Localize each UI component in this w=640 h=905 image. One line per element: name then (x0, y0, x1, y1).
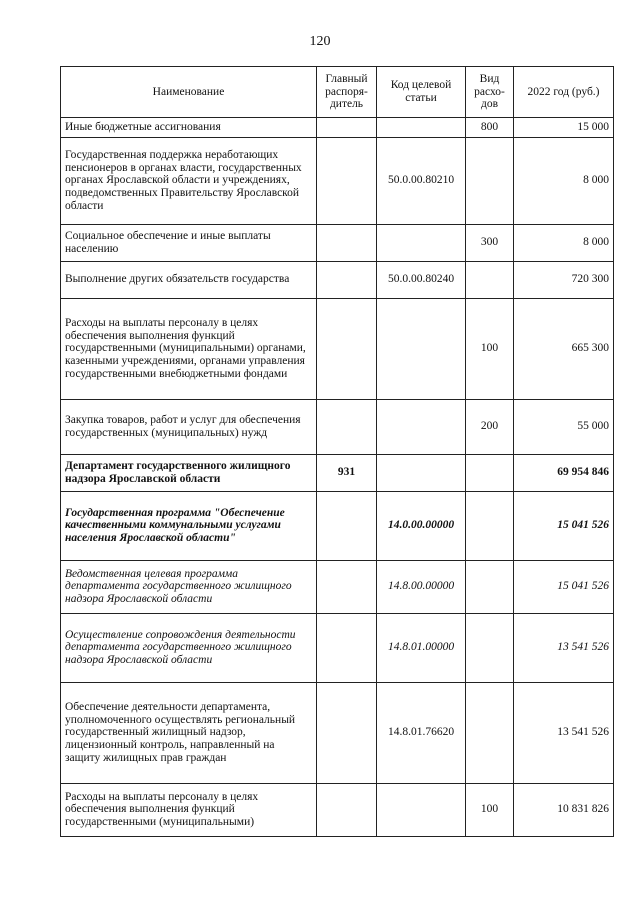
cell-vid (466, 454, 514, 491)
cell-glav (317, 560, 377, 613)
cell-kod: 14.0.00.00000 (377, 491, 466, 560)
cell-kod (377, 224, 466, 261)
table-row (61, 560, 614, 613)
header-sum: 2022 год (руб.) (514, 67, 614, 118)
cell-sum: 69 954 846 (514, 454, 614, 491)
header-name: Наименование (61, 67, 317, 118)
cell-kod: 50.0.00.80210 (377, 137, 466, 224)
cell-vid (466, 560, 514, 613)
cell-kod (377, 783, 466, 836)
cell-vid (466, 613, 514, 682)
table-row (61, 298, 614, 399)
cell-sum: 13 541 526 (514, 613, 614, 682)
table-row (61, 783, 614, 836)
cell-name: Департамент государственного жилищного надзора Ярославской области (61, 454, 317, 491)
cell-kod (377, 454, 466, 491)
cell-sum: 55 000 (514, 399, 614, 454)
cell-name: Социальное обеспечение и иные выплаты населению (61, 224, 317, 261)
cell-kod: 14.8.01.00000 (377, 613, 466, 682)
cell-vid: 100 (466, 783, 514, 836)
cell-glav (317, 491, 377, 560)
cell-vid (466, 682, 514, 783)
table-row (61, 682, 614, 783)
cell-name: Расходы на выплаты персоналу в целях обеспечения выполнения функций государственными (муниципальными) органами, казенными учреждениями, органами управления государственными внебюджетными фондами (61, 298, 317, 399)
table-row (61, 613, 614, 682)
cell-vid (466, 137, 514, 224)
cell-kod: 50.0.00.80240 (377, 261, 466, 298)
cell-name: Ведомственная целевая программа департамента государственного жилищного надзора Ярославской области (61, 560, 317, 613)
cell-sum: 15 041 526 (514, 491, 614, 560)
cell-kod (377, 399, 466, 454)
cell-kod (377, 118, 466, 138)
cell-name: Иные бюджетные ассигнования (61, 118, 317, 138)
table-row (61, 261, 614, 298)
cell-glav (317, 783, 377, 836)
cell-name: Расходы на выплаты персоналу в целях обеспечения выполнения функций государственными (муниципальными) (61, 783, 317, 836)
cell-vid (466, 261, 514, 298)
cell-glav (317, 682, 377, 783)
table-row (61, 454, 614, 491)
cell-glav (317, 399, 377, 454)
header-vid: Вид расхо-дов (466, 67, 514, 118)
cell-sum: 13 541 526 (514, 682, 614, 783)
cell-name: Выполнение других обязательств государства (61, 261, 317, 298)
cell-vid: 800 (466, 118, 514, 138)
cell-sum: 15 000 (514, 118, 614, 138)
cell-sum: 8 000 (514, 224, 614, 261)
page-number: 120 (309, 34, 331, 49)
table-row (61, 118, 614, 138)
cell-name: Обеспечение деятельности департамента, уполномоченного осуществлять региональный государственный жилищный надзор, лицензионный контроль, направленный на защиту жилищных прав граждан (61, 682, 317, 783)
cell-sum: 665 300 (514, 298, 614, 399)
cell-glav: 931 (317, 454, 377, 491)
table-row (61, 137, 614, 224)
cell-sum: 15 041 526 (514, 560, 614, 613)
cell-vid (466, 491, 514, 560)
cell-glav (317, 298, 377, 399)
table-row (61, 399, 614, 454)
table-header-row (61, 67, 614, 118)
cell-glav (317, 261, 377, 298)
cell-name: Закупка товаров, работ и услуг для обеспечения государственных (муниципальных) нужд (61, 399, 317, 454)
budget-table (60, 66, 614, 837)
header-glav: Главный распоря-дитель (317, 67, 377, 118)
cell-kod: 14.8.00.00000 (377, 560, 466, 613)
cell-glav (317, 137, 377, 224)
table-row (61, 224, 614, 261)
cell-name: Осуществление сопровождения деятельности департамента государственного жилищного надзора Ярославской области (61, 613, 317, 682)
cell-kod (377, 298, 466, 399)
cell-glav (317, 118, 377, 138)
cell-vid: 300 (466, 224, 514, 261)
header-kod: Код целевой статьи (377, 67, 466, 118)
cell-name: Государственная поддержка неработающих пенсионеров в органах власти, государственных органах Ярославской области и учреждениях, подведомственных Правительству Ярославской области (61, 137, 317, 224)
cell-vid: 200 (466, 399, 514, 454)
cell-sum: 720 300 (514, 261, 614, 298)
table-row (61, 491, 614, 560)
cell-vid: 100 (466, 298, 514, 399)
cell-glav (317, 224, 377, 261)
cell-sum: 8 000 (514, 137, 614, 224)
cell-glav (317, 613, 377, 682)
cell-sum: 10 831 826 (514, 783, 614, 836)
cell-name: Государственная программа "Обеспечение качественными коммунальными услугами населения Ярославской области" (61, 491, 317, 560)
cell-kod: 14.8.01.76620 (377, 682, 466, 783)
